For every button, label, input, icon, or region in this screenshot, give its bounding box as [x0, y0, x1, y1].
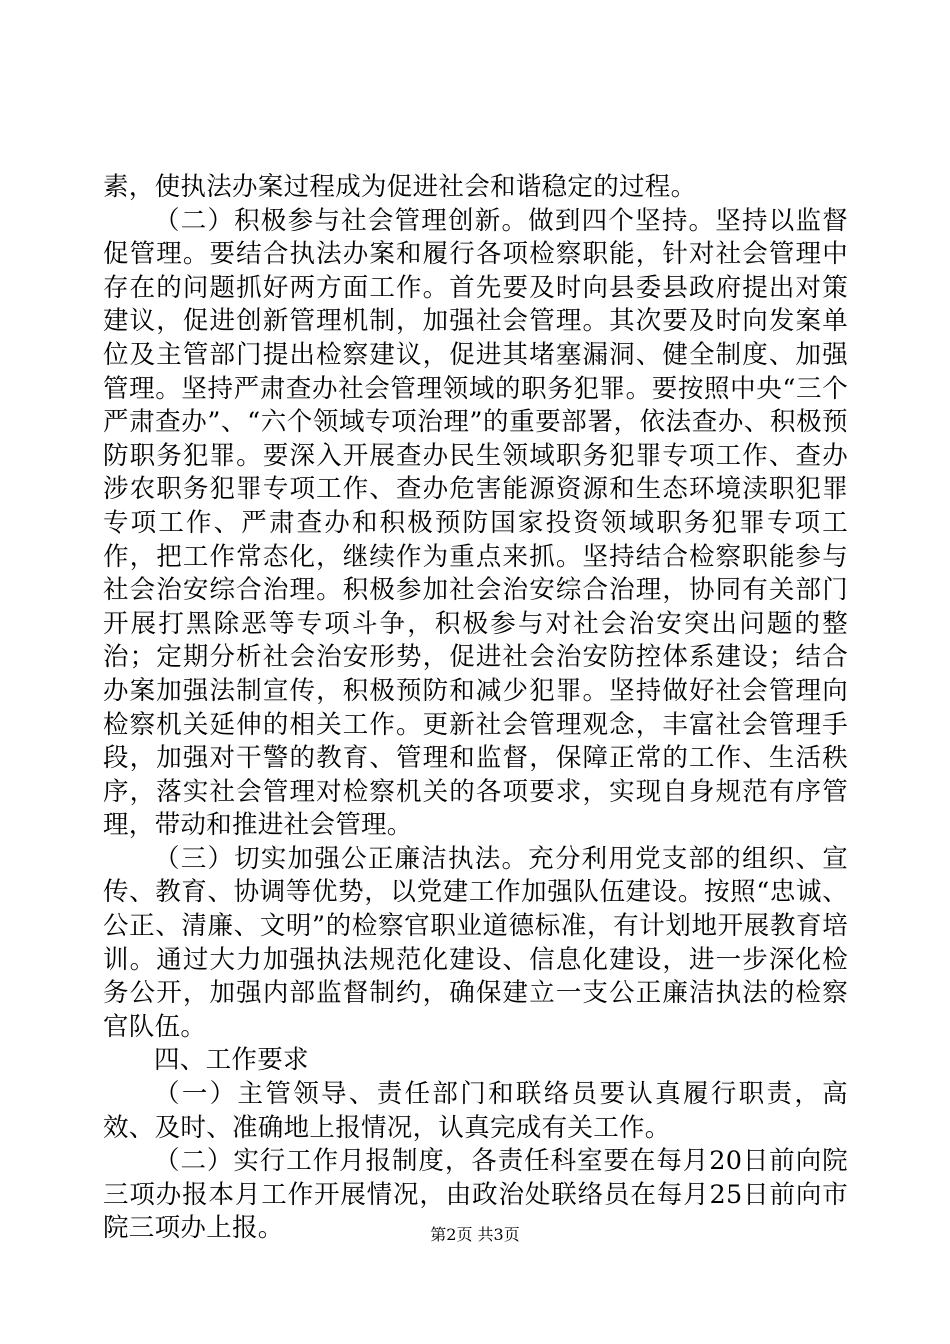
- paragraph-1: 素，使执法办案过程成为促进社会和谐稳定的过程。: [103, 172, 697, 202]
- paragraph-5: （一）主管领导、责任部门和联络员要认真履行职责，高效、及时、准确地上报情况，认真完成有关工作。: [103, 1079, 848, 1143]
- paragraph-6: （二）实行工作月报制度，各责任科室要在每月20日前向院三项办报本月工作开展情况，由政治处联络员在每月25日前向市院三项办上报。: [103, 1146, 848, 1244]
- section-heading-work-requirements: 四、工作要求: [154, 1045, 309, 1076]
- page-footer: 第2页 共3页: [430, 1225, 520, 1244]
- paragraph-2: （二）积极参与社会管理创新。做到四个坚持。坚持以监督促管理。要结合执法办案和履行各项检察职能，针对社会管理中存在的问题抓好两方面工作。首先要及时向县委县政府提出对策建议，促进创新管理机制，加强社会管理。其次要及时向发案单位及主管部门提出检察建议，促进其堵塞漏洞、健全制度、加强管理。坚持严肃查办社会管理领域的职务犯罪。要按照中央“三个严肃查办”、“六个领域专项治理”的重要部署，依法查办、积极预防职务犯罪。要深入开展查办民生领域职务犯罪专项工作、查办涉农职务犯罪专项工作、查办危害能源资源和生态环境渎职犯罪专项工作、严肃查办和积极预防国家投资领域职务犯罪专项工作，把工作常态化，继续作为重点来抓。坚持结合检察职能参与社会治安综合治理。积极参加社会治安综合治理，协同有关部门开展打黑除恶等专项斗争，积极参与对社会治安突出问题的整治；定期分析社会治安形势，促进社会治安防控体系建设；结合办案加强法制宣传，积极预防和减少犯罪。坚持做好社会管理向检察机关延伸的相关工作。更新社会管理观念，丰富社会管理手段，加强对干警的教育、管理和监督，保障正常的工作、生活秩序，落实社会管理对检察机关的各项要求，实现自身规范有序管理，带动和推进社会管理。: [103, 205, 848, 841]
- document-body: [103, 171, 848, 1246]
- paragraph-3: （三）切实加强公正廉洁执法。充分利用党支部的组织、宣传、教育、协调等优势，以党建工作加强队伍建设。按照“忠诚、公正、清廉、文明”的检察官职业道德标准，有计划地开展教育培训。通过大力加强执法规范化建设、信息化建设，进一步深化检务公开，加强内部监督制约，确保建立一支公正廉洁执法的检察官队伍。: [103, 843, 848, 1042]
